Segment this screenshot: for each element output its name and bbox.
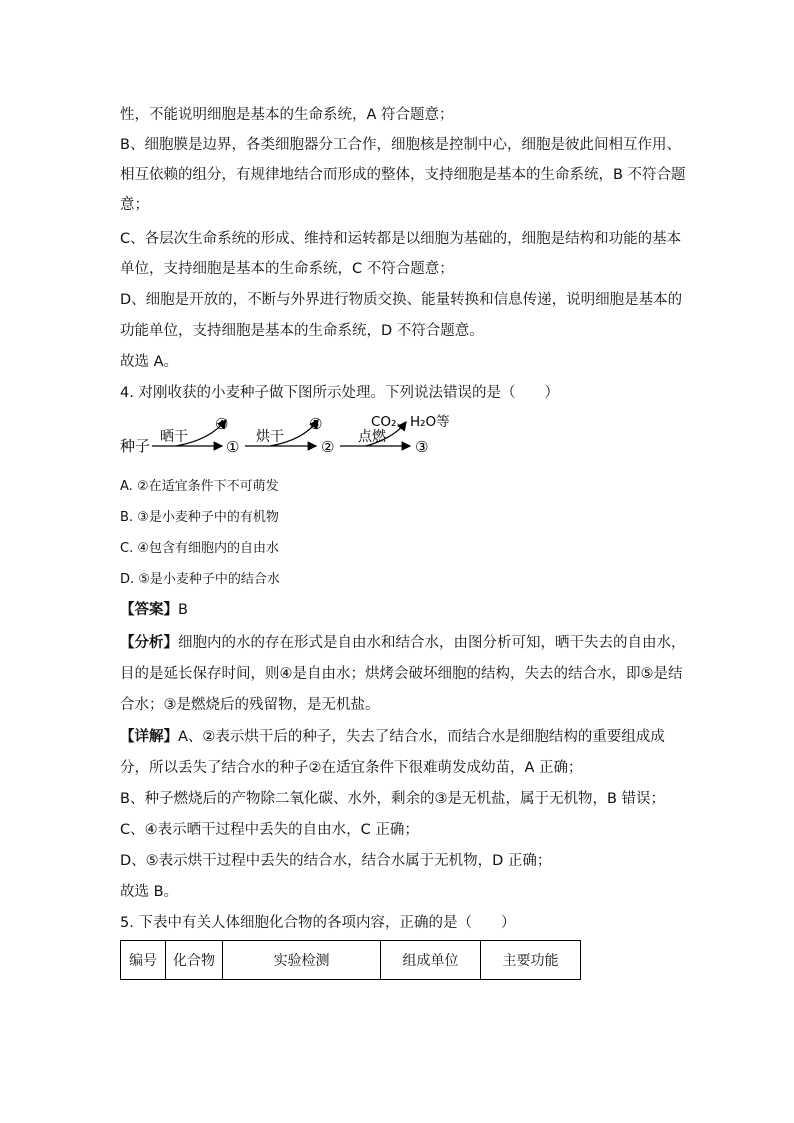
node-1: ① <box>226 438 240 456</box>
text-line: C、各层次生命系统的形成、维持和运转都是以细胞为基础的，细胞是结构和功能的基本 <box>120 231 682 247</box>
product-4: ④ <box>215 415 229 433</box>
seed-processing-diagram <box>118 410 458 462</box>
text-line: 单位，支持细胞是基本的生命系统，C 不符合题意； <box>120 261 454 277</box>
detail-text: B、种子燃烧后的产物除二氧化碳、水外，剩余的③是无机盐，属于无机物，B 错误； <box>120 791 665 807</box>
detail-text: 故选 B。 <box>120 884 179 900</box>
header-cell-unit: 组成单位 <box>381 941 481 980</box>
text-line: D、细胞是开放的，不断与外界进行物质交换、能量转换和信息传递，说明细胞是基本的 <box>120 292 683 308</box>
text-line: B、细胞膜是边界，各类细胞器分工合作，细胞核是控制中心，细胞是彼此间相互作用、 <box>120 137 681 153</box>
compound-table <box>120 940 581 980</box>
detail-text: 分，所以丢失了结合水的种子②在适宜条件下很难萌发成幼苗，A 正确； <box>120 760 583 776</box>
header-cell-test: 实验检测 <box>223 941 381 980</box>
text-line: 意； <box>120 197 149 213</box>
header-cell-compound: 化合物 <box>166 941 223 980</box>
products-label: CO₂、H₂O等 <box>371 414 450 430</box>
detail-text: C、④表示晒干过程中丢失的自由水，C 正确； <box>120 822 419 838</box>
option-a: A. ②在适宜条件下不可萌发 <box>120 479 279 494</box>
question-4-stem: 4. 对刚收获的小麦种子做下图所示处理。下列说法错误的是（ ） <box>120 385 559 401</box>
detail-text: D、⑤表示烘干过程中丢失的结合水，结合水属于无机物，D 正确； <box>120 853 552 869</box>
step-oven-dry-label: 烘干 <box>256 429 284 445</box>
node-3: ③ <box>415 438 429 456</box>
analysis-tag: 【分析】 <box>120 635 178 651</box>
product-5: ⑤ <box>309 415 323 433</box>
analysis-line <box>120 633 686 653</box>
header-cell-function: 主要功能 <box>481 941 581 980</box>
detail-line <box>120 727 665 747</box>
text-line: 相互依赖的组分，有规律地结合而形成的整体，支持细胞是基本的生命系统，B 不符合题 <box>120 167 686 183</box>
detail-tag: 【详解】 <box>120 729 178 745</box>
step-ignite-label: 点燃 <box>358 429 386 445</box>
node-2: ② <box>321 438 335 456</box>
option-d: D. ⑤是小麦种子中的结合水 <box>120 572 280 587</box>
analysis-text: 合水；③是燃烧后的残留物，是无机盐。 <box>120 697 380 713</box>
answer-value: B <box>178 602 188 618</box>
detail-text: A、②表示烘干后的种子，失去了结合水，而结合水是细胞结构的重要组成成 <box>178 729 665 745</box>
table-header-row <box>121 941 581 980</box>
answer-line <box>120 600 188 620</box>
text-line: 性，不能说明细胞是基本的生命系统，A 符合题意； <box>120 107 454 123</box>
header-cell-number: 编号 <box>121 941 166 980</box>
seed-label: 种子 <box>120 437 151 455</box>
question-5-stem: 5. 下表中有关人体细胞化合物的各项内容，正确的是（ ） <box>120 915 516 931</box>
analysis-text: 细胞内的水的存在形式是自由水和结合水，由图分析可知，晒干失去的自由水， <box>178 635 686 651</box>
answer-tag: 【答案】 <box>120 602 178 618</box>
text-line: 功能单位，支持细胞是基本的生命系统，D 不符合题意。 <box>120 323 484 339</box>
option-c: C. ④包含有细胞内的自由水 <box>120 541 279 556</box>
analysis-text: 目的是延长保存时间，则④是自由水；烘烤会破坏细胞的结构，失去的结合水，即⑤是结 <box>120 666 683 682</box>
option-b: B. ③是小麦种子中的有机物 <box>120 510 279 525</box>
step-sun-dry-label: 晒干 <box>160 429 188 445</box>
text-line: 故选 A。 <box>120 354 179 370</box>
